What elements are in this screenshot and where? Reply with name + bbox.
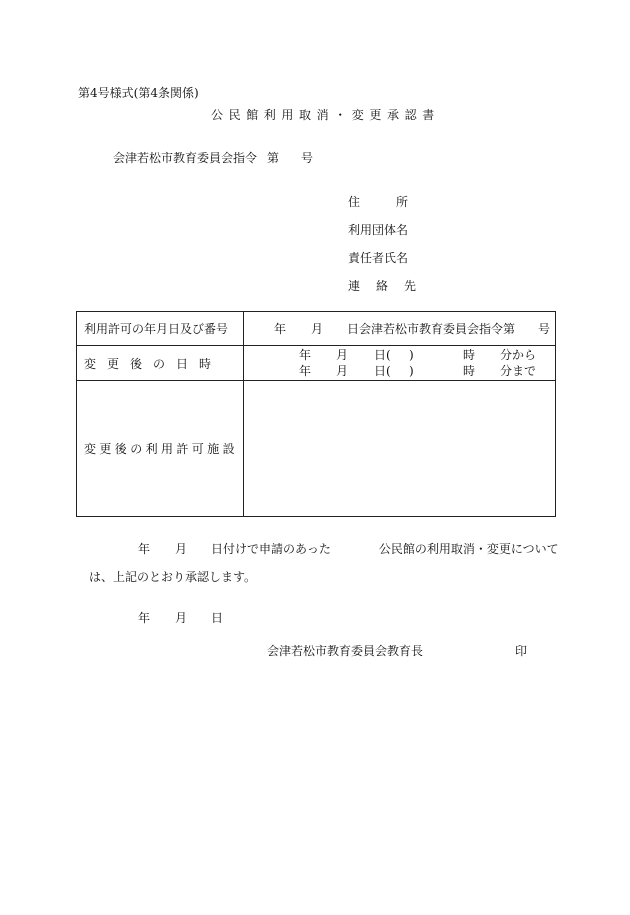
datetime-value-cell xyxy=(244,346,556,381)
table-row-permit xyxy=(77,312,556,346)
approval-sentence-line1 xyxy=(138,540,559,557)
facility-label: 変更後の利用許可施設 xyxy=(84,442,239,456)
datetime-label-cell xyxy=(77,346,244,381)
applicant-address-label xyxy=(348,193,408,210)
permit-month: 月 xyxy=(311,321,324,336)
applicant-group-label: 利用団体名 xyxy=(348,223,409,237)
facility-value-cell xyxy=(244,381,556,517)
contact-char-1: 連 xyxy=(348,279,361,293)
body-day-text: 日付けで申請のあった xyxy=(211,542,331,556)
from-close: ) xyxy=(409,348,414,362)
contact-char-2: 絡 xyxy=(376,279,389,293)
order-go: 号 xyxy=(301,151,314,165)
date-month: 月 xyxy=(175,611,188,625)
approval-table xyxy=(76,311,556,517)
table-row-facility xyxy=(77,381,556,517)
datetime-from-line xyxy=(244,347,555,363)
to-year: 年 xyxy=(299,364,312,378)
form-number: 第4号様式(第4条関係) xyxy=(78,86,199,100)
permit-value-line xyxy=(244,321,555,337)
approval-date xyxy=(138,609,223,626)
permit-day-order: 日会津若松市教育委員会指令第 xyxy=(347,321,516,336)
from-minute: 分から xyxy=(500,348,537,362)
datetime-label: 変更後の日時 xyxy=(84,356,223,371)
order-dai: 第 xyxy=(267,151,280,165)
to-hour: 時 xyxy=(463,364,476,378)
permit-year: 年 xyxy=(274,321,287,336)
to-month: 月 xyxy=(336,364,349,378)
permit-value-cell xyxy=(244,312,556,346)
permit-label-cell xyxy=(77,312,244,346)
body-year: 年 xyxy=(138,542,151,556)
facility-label-cell xyxy=(77,381,244,517)
contact-char-3: 先 xyxy=(404,279,417,293)
order-number-line xyxy=(113,149,313,166)
from-year: 年 xyxy=(299,348,312,362)
to-day: 日( xyxy=(374,364,391,378)
applicant-contact-label xyxy=(348,277,416,294)
permit-go: 号 xyxy=(538,321,551,336)
permit-label: 利用許可の年月日及び番号 xyxy=(84,322,229,336)
to-close: ) xyxy=(409,364,414,378)
from-day: 日( xyxy=(374,348,391,362)
applicant-person-label: 責任者氏名 xyxy=(348,251,409,265)
body-hall-text: 公民館の利用取消・変更について xyxy=(378,542,559,556)
body-month: 月 xyxy=(175,542,188,556)
table-row-datetime xyxy=(77,346,556,381)
date-day: 日 xyxy=(211,611,224,625)
to-minute: 分まで xyxy=(500,364,537,378)
address-char-2: 所 xyxy=(396,195,409,209)
date-year: 年 xyxy=(138,611,151,625)
datetime-to-line xyxy=(244,363,555,379)
address-char-1: 住 xyxy=(348,195,361,209)
from-hour: 時 xyxy=(463,348,476,362)
order-prefix: 会津若松市教育委員会指令 xyxy=(113,151,258,165)
seal-mark: 印 xyxy=(515,644,528,658)
approval-sentence-line2: は、上記のとおり承認します。 xyxy=(89,570,257,584)
from-month: 月 xyxy=(336,348,349,362)
signer-title: 会津若松市教育委員会教育長 xyxy=(267,644,424,658)
document-title: 公民館利用取消・変更承認書 xyxy=(211,108,440,122)
